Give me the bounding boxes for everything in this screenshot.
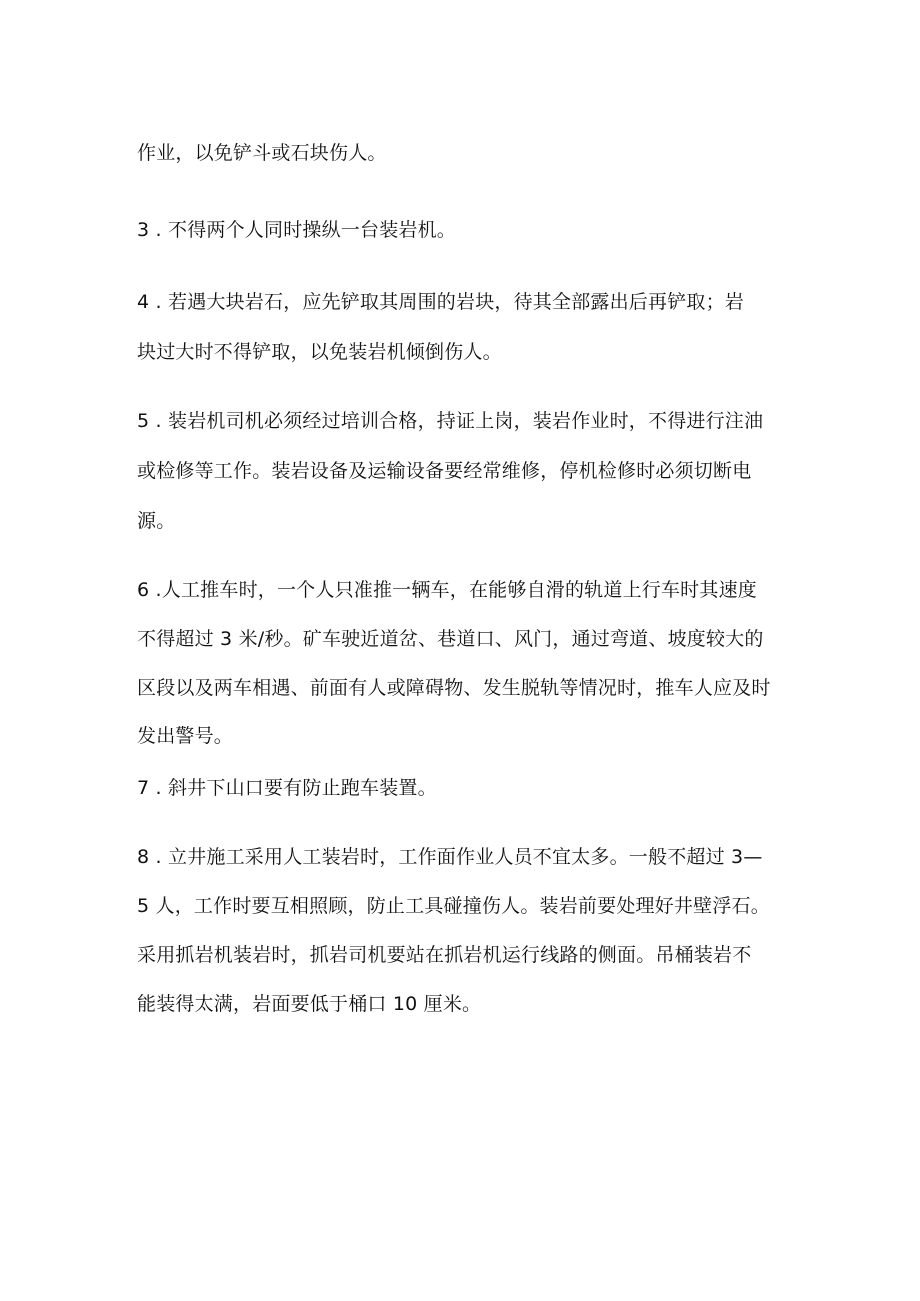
- item-2-line-1: 作业，以免铲斗或石块伤人。: [137, 142, 387, 164]
- item-6-line-2: 不得超过 3 米/秒。矿车驶近道岔、巷道口、风门，通过弯道、坡度较大的: [137, 628, 764, 650]
- item-5-line-1: 5 . 装岩机司机必须经过培训合格，持证上岗，装岩作业时，不得进行注油: [137, 410, 764, 432]
- item-5-line-3: 源。: [137, 510, 176, 532]
- item-5-line-2: 或检修等工作。装岩设备及运输设备要经常维修，停机检修时必须切断电: [137, 460, 752, 482]
- item-8-line-4: 能装得太满，岩面要低于桶口 10 厘米。: [137, 993, 482, 1015]
- item-3-line-1: 3 . 不得两个人同时操纵一台装岩机。: [137, 219, 457, 241]
- item-6-line-3: 区段以及两车相遇、前面有人或障碍物、发生脱轨等情况时，推车人应及时: [137, 677, 771, 699]
- item-4-line-2: 块过大时不得铲取，以免装岩机倾倒伤人。: [137, 341, 502, 363]
- item-8-line-3: 采用抓岩机装岩时，抓岩司机要站在抓岩机运行线路的侧面。吊桶装岩不: [137, 944, 752, 966]
- item-7-line-1: 7 . 斜井下山口要有防止跑车装置。: [137, 777, 437, 799]
- item-4-line-1: 4 . 若遇大块岩石，应先铲取其周围的岩块，待其全部露出后再铲取；岩: [137, 291, 745, 313]
- item-6-line-4: 发出警号。: [137, 725, 234, 747]
- item-6-line-1: 6 .人工推车时，一个人只准推一辆车，在能够自滑的轨道上行车时其速度: [137, 579, 757, 601]
- item-8-line-2: 5 人，工作时要互相照顾，防止工具碰撞伤人。装岩前要处理好井壁浮石。: [137, 895, 770, 917]
- item-8-line-1: 8 . 立井施工采用人工装岩时，工作面作业人员不宜太多。一般不超过 3—: [137, 846, 763, 868]
